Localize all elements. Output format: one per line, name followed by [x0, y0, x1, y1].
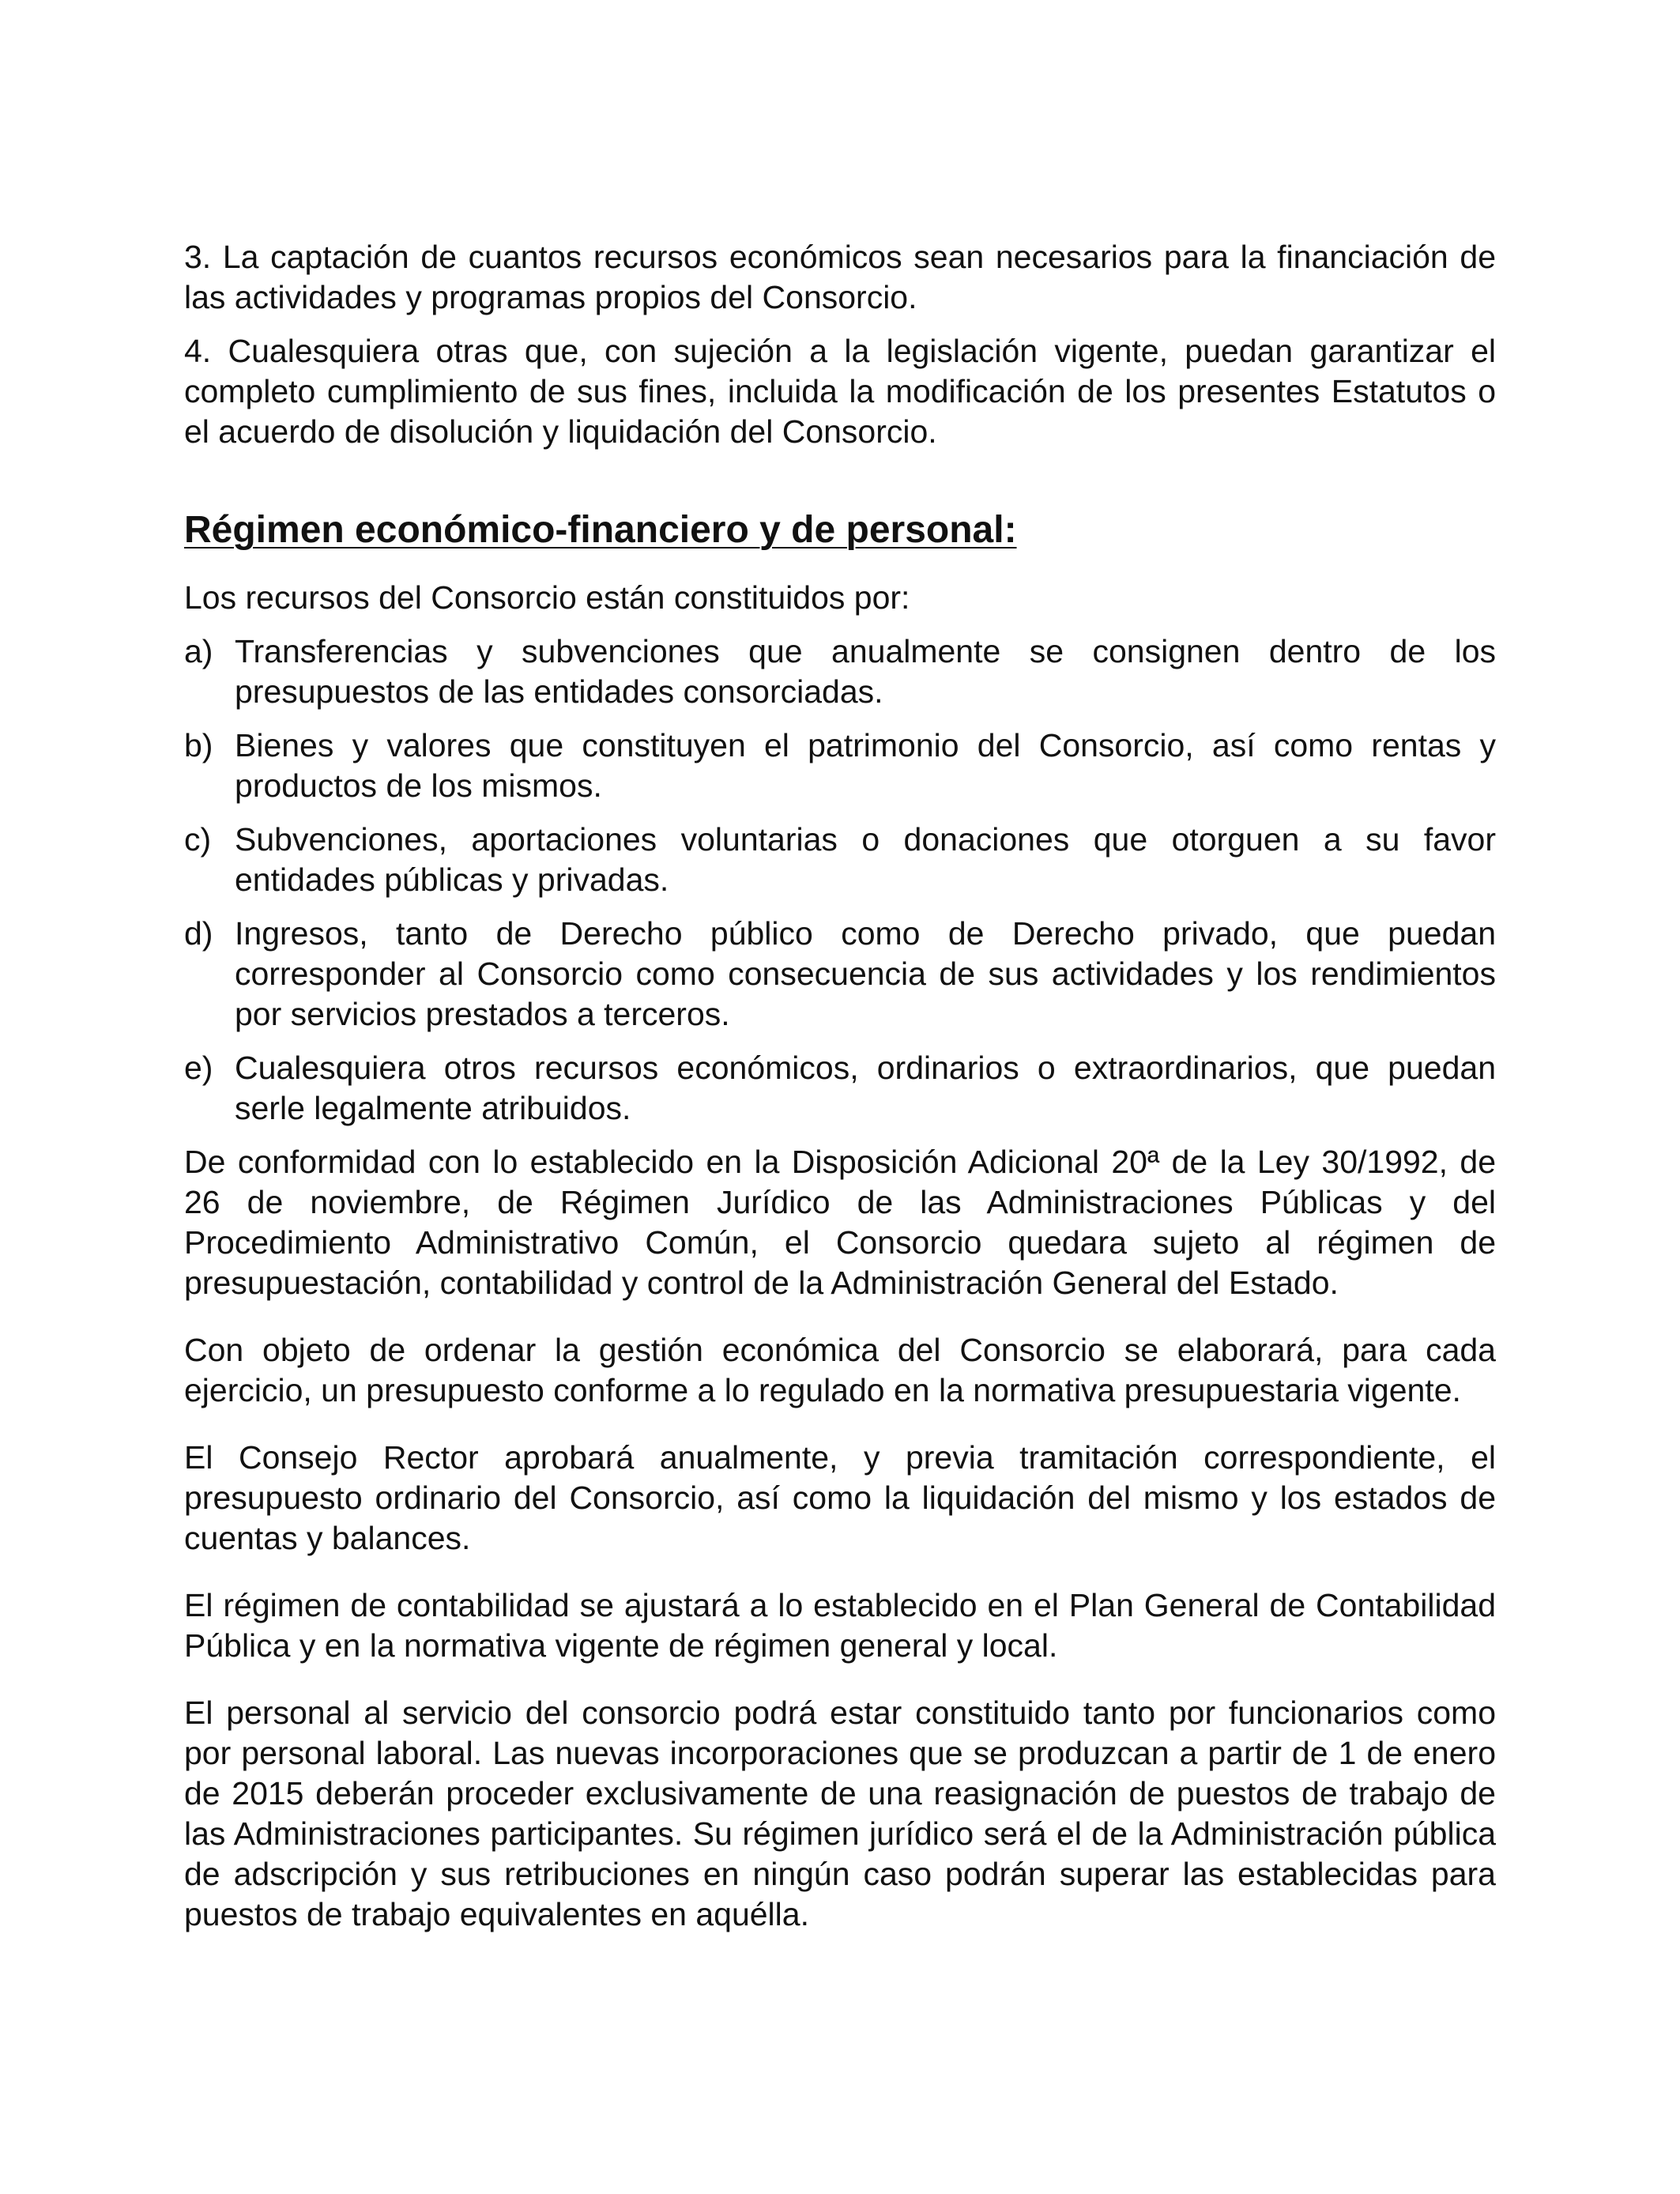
paragraph-consejo-rector: El Consejo Rector aprobará anualmente, y previa tramitación correspondiente, el presupuesto ordinario del Consorcio, así como la liquidación del mismo y los estados de cuentas y balances.: [184, 1439, 1496, 1556]
list-item-text: Transferencias y subvenciones que anualmente se consignen dentro de los presupuestos de las entidades consorciadas.: [235, 633, 1496, 710]
section-heading: Régimen económico-financiero y de personal:: [184, 509, 1017, 551]
resources-list: [184, 631, 1496, 1129]
list-item-d: [184, 914, 1496, 1035]
list-marker: e): [184, 1050, 213, 1086]
list-item-a: [184, 631, 1496, 712]
paragraph-presupuesto: Con objeto de ordenar la gestión económica del Consorcio se elaborará, para cada ejercicio, un presupuesto conforme a lo regulado en la normativa presupuestaria vigente.: [184, 1332, 1496, 1408]
list-item-b: [184, 726, 1496, 806]
paragraph-conformidad: De conformidad con lo establecido en la Disposición Adicional 20ª de la Ley 30/1992, de 26 de noviembre, de Régimen Jurídico de las Administraciones Públicas y del Procedimiento Administrativo Común, el Consorcio quedara sujeto al régimen de presupuestación, contabilidad y control de la Administración General del Estado.: [184, 1144, 1496, 1301]
resources-lead: Los recursos del Consorcio están constituidos por:: [184, 579, 910, 616]
list-item-text: Subvenciones, aportaciones voluntarias o donaciones que otorguen a su favor entidades públicas y privadas.: [235, 821, 1496, 898]
list-item-text: Cualesquiera otros recursos económicos, ordinarios o extraordinarios, que puedan serle legalmente atribuidos.: [235, 1050, 1496, 1126]
list-item-c: [184, 820, 1496, 900]
document-page: [184, 237, 1496, 1962]
list-item-e: [184, 1048, 1496, 1129]
intro-item-4: 4. Cualesquiera otras que, con sujeción a la legislación vigente, puedan garantizar el completo cumplimiento de sus fines, incluida la modificación de los presentes Estatutos o el acuerdo de disolución y liquidación del Consorcio.: [184, 333, 1496, 450]
paragraph-contabilidad: El régimen de contabilidad se ajustará a lo establecido en el Plan General de Contabilidad Pública y en la normativa vigente de régimen general y local.: [184, 1587, 1496, 1664]
list-marker: c): [184, 821, 212, 858]
paragraph-personal: El personal al servicio del consorcio podrá estar constituido tanto por funcionarios como por personal laboral. Las nuevas incorporaciones que se produzcan a partir de 1 de enero de 2015 deberán proceder exclusivamente de una reasignación de puestos de trabajo de las Administraciones participantes. Su régimen jurídico será el de la Administración pública de adscripción y sus retribuciones en ningún caso podrán superar las establecidas para puestos de trabajo equivalentes en aquélla.: [184, 1695, 1496, 1932]
list-item-text: Ingresos, tanto de Derecho público como de Derecho privado, que puedan corresponder al Consorcio como consecuencia de sus actividades y los rendimientos por servicios prestados a terceros.: [235, 915, 1496, 1032]
list-item-text: Bienes y valores que constituyen el patrimonio del Consorcio, así como rentas y productos de los mismos.: [235, 727, 1496, 804]
list-marker: a): [184, 633, 213, 669]
list-marker: d): [184, 915, 213, 952]
list-marker: b): [184, 727, 213, 763]
intro-item-3: 3. La captación de cuantos recursos económicos sean necesarios para la financiación de las actividades y programas propios del Consorcio.: [184, 239, 1496, 315]
